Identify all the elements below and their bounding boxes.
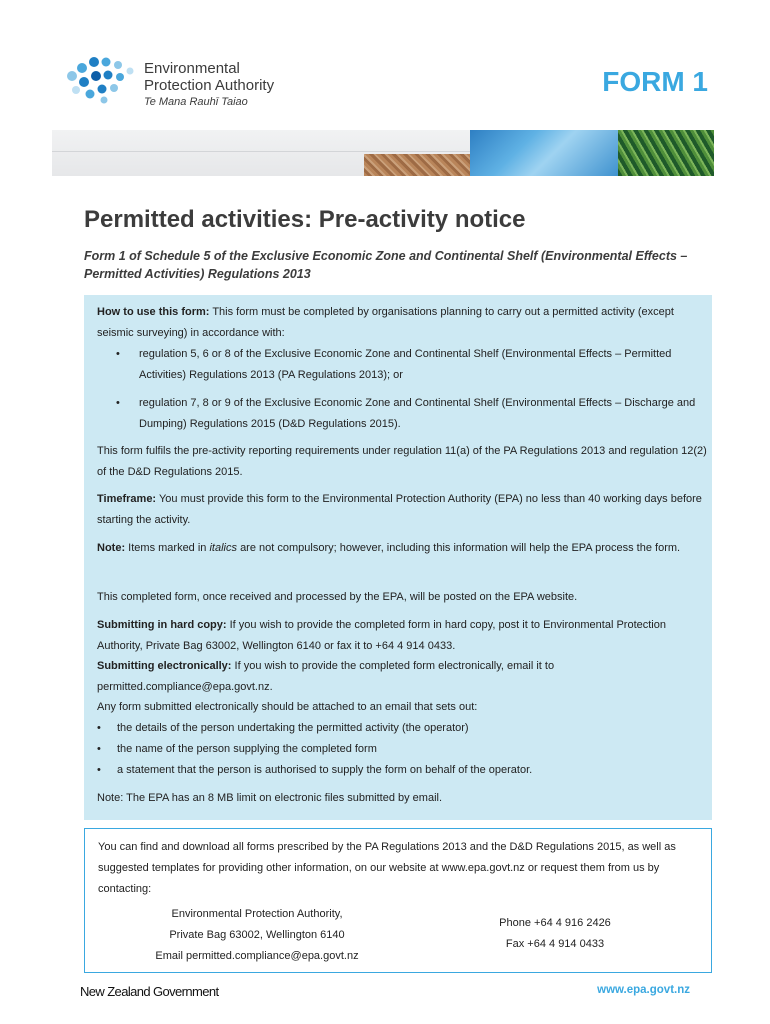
timeframe-paragraph: [97, 489, 707, 531]
note-text-post: are not compulsory; however, including this information will help the EPA process the form.: [240, 542, 681, 554]
size-limit-note: Note: The EPA has an 8 MB limit on electronic files submitted by email.: [97, 792, 443, 804]
bullet-icon: •: [116, 348, 120, 360]
contact-address-line2: Private Bag 63002, Wellington 6140: [169, 929, 345, 941]
email-bullet-1: the details of the person undertaking the permitted activity (the operator): [117, 722, 469, 734]
hard-copy-text: If you wish to provide the completed form in hard copy, post it to Environmental Protection Authority, Private Bag 63002, Wellington 6140 or fax it to +64 4 914 0433.: [97, 619, 666, 652]
website-link[interactable]: www.epa.govt.nz: [597, 984, 690, 996]
contact-address-line1: Environmental Protection Authority,: [171, 908, 343, 920]
bullet-icon: •: [97, 722, 101, 734]
instructions-box: [84, 295, 712, 820]
banner-rock-image: [364, 154, 470, 176]
org-name-line1: Environmental: [144, 60, 240, 77]
contact-fax: Fax +64 4 914 0433: [505, 938, 605, 950]
org-name-maori: Te Mana Rauhī Taiao: [144, 96, 248, 108]
bullet-icon: •: [116, 397, 120, 409]
hard-copy-label: Submitting in hard copy:: [97, 619, 227, 631]
contact-box: [84, 828, 712, 973]
regulation-bullet-2: regulation 7, 8 or 9 of the Exclusive Economic Zone and Continental Shelf (Environmental Effects – Discharge and Dumping) Regulations 2015 (D&D Regulations 2015).: [139, 397, 696, 430]
contact-phone: Phone +64 4 916 2426: [499, 917, 611, 929]
epa-dots-icon: [64, 56, 136, 104]
timeframe-text: You must provide this form to the Environmental Protection Authority (EPA) no less than 40 working days before starting the activity.: [97, 493, 702, 526]
banner-fern-image: [618, 130, 714, 176]
contact-address: [117, 904, 397, 967]
email-bullet-3: a statement that the person is authorised to supply the form on behalf of the operator.: [117, 764, 533, 776]
note-text-pre: Items marked in: [128, 542, 207, 554]
electronic-label: Submitting electronically:: [97, 660, 232, 672]
regulation-bullet-1: regulation 5, 6 or 8 of the Exclusive Economic Zone and Continental Shelf (Environmental Effects – Permitted Activities) Regulations 2013 (PA Regulations 2013); or: [139, 348, 672, 381]
how-to-use-paragraph: [97, 302, 707, 344]
how-to-use-label: How to use this form:: [97, 306, 210, 318]
hard-copy-paragraph: [97, 615, 707, 657]
bullet-icon: •: [97, 764, 101, 776]
timeframe-label: Timeframe:: [97, 493, 157, 505]
page-subtitle: Form 1 of Schedule 5 of the Exclusive Economic Zone and Continental Shelf (Environmental Effects – Permitted Activities) Regulations 2013: [84, 249, 688, 281]
nz-government-logo: New Zealand Government: [80, 984, 219, 999]
contact-email: Email permitted.compliance@epa.govt.nz: [155, 950, 359, 962]
header-banner: [52, 130, 714, 176]
contact-intro: You can find and download all forms prescribed by the PA Regulations 2013 and the D&D Regulations 2015, as well as suggested templates for providing other information, on our website at www.epa.govt.nz or request them from us by contacting:: [98, 841, 676, 895]
banner-sea-image: [470, 130, 618, 176]
note-text-italic: italics: [209, 542, 237, 554]
org-name-line2: Protection Authority: [144, 77, 275, 94]
note-label: Note:: [97, 542, 126, 554]
how-to-use-text: This form must be completed by organisations planning to carry out a permitted activity (except seismic surveying) in accordance with:: [97, 306, 674, 339]
posted-paragraph: This completed form, once received and processed by the EPA, will be posted on the EPA website.: [97, 591, 578, 603]
fulfils-paragraph: This form fulfils the pre-activity reporting requirements under regulation 11(a) of the PA Regulations 2013 and regulation 12(2) of the D&D Regulations 2015.: [97, 445, 707, 478]
contact-phone-fax: [455, 913, 655, 955]
note-paragraph: [97, 538, 707, 559]
page-title: Permitted activities: Pre-activity notice: [84, 206, 526, 233]
bullet-icon: •: [97, 743, 101, 755]
electronic-text: If you wish to provide the completed form electronically, email it to permitted.compliance@epa.govt.nz.: [97, 660, 555, 693]
electronic-paragraph: [97, 656, 707, 698]
email-intro-paragraph: Any form submitted electronically should be attached to an email that sets out:: [97, 701, 478, 713]
email-bullet-2: the name of the person supplying the completed form: [117, 743, 377, 755]
epa-logo: [64, 56, 304, 112]
form-number-title: FORM 1: [602, 66, 708, 97]
